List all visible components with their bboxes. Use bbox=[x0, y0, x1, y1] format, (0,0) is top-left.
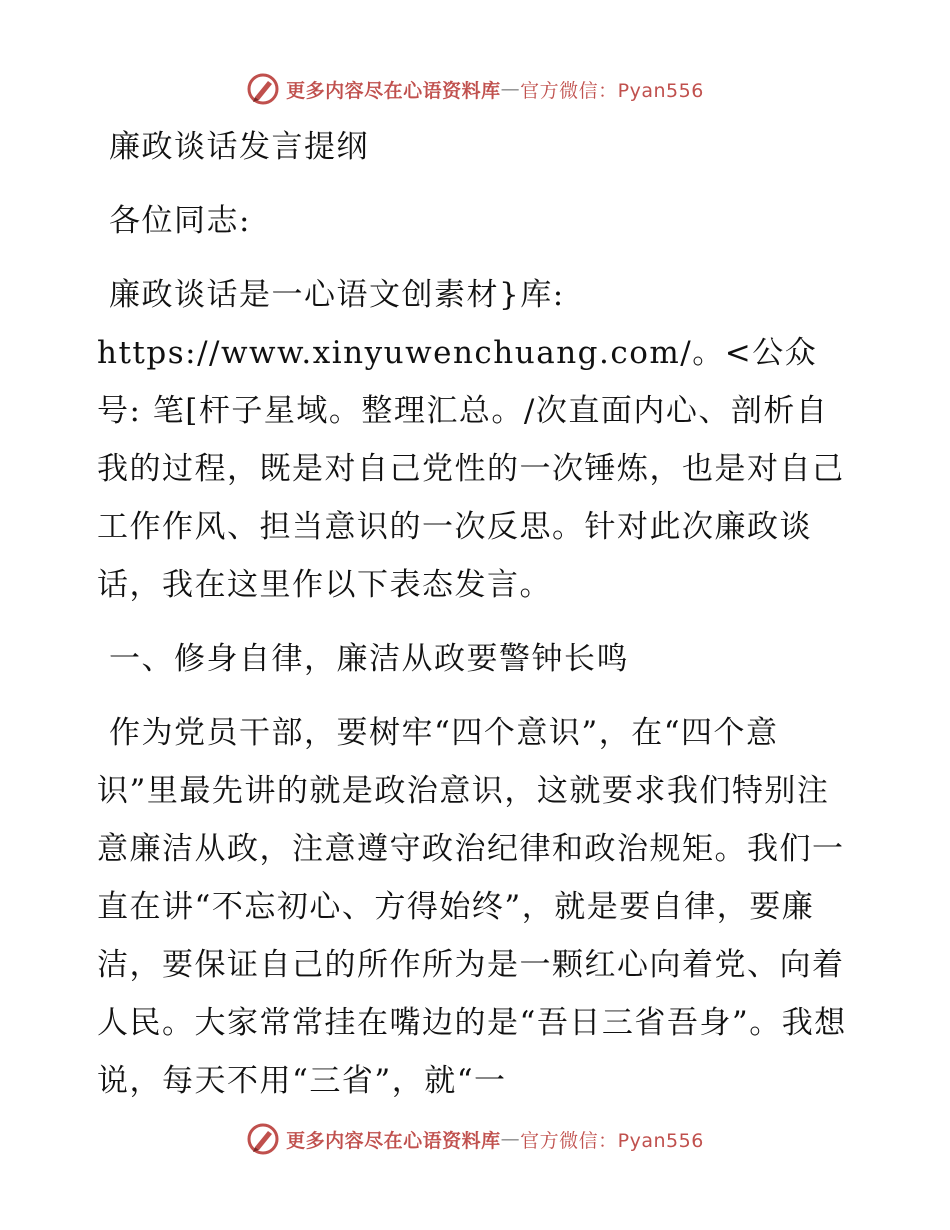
pen-logo-icon bbox=[246, 1122, 280, 1156]
watermark-sub-text: 官方微信：Pyan556 bbox=[520, 1129, 704, 1152]
section-heading-1: 一、修身自律，廉洁从政要警钟长鸣 bbox=[109, 641, 629, 677]
watermark-dash: — bbox=[500, 78, 521, 100]
watermark-main-text: 更多内容尽在心语资料库 bbox=[286, 79, 501, 102]
watermark-footer bbox=[0, 1122, 950, 1156]
watermark-header bbox=[0, 72, 950, 106]
document-body bbox=[97, 118, 857, 1110]
watermark-main-text: 更多内容尽在心语资料库 bbox=[286, 1129, 501, 1152]
paragraph-intro bbox=[97, 266, 857, 614]
document-title: 廉政谈话发言提纲 bbox=[109, 129, 369, 165]
paragraph-section-1 bbox=[97, 704, 857, 1110]
paragraph-intro-text: 廉政谈话是一心语文创素材}库: https://www.xinyuwenchuang.com/。<公众号: 笔[杆子星域。整理汇总。/次直面内心、剖析自我的过程，既是对自己党性的一次锤炼，也是对自己工作作风、担当意识的一次反思。针对此次廉政谈话，我在这里作以下表态发言。 bbox=[97, 277, 845, 603]
pen-logo-icon bbox=[246, 72, 280, 106]
salutation: 各位同志: bbox=[109, 203, 251, 239]
watermark-dash: — bbox=[500, 1128, 521, 1150]
watermark-sub-text: 官方微信：Pyan556 bbox=[520, 79, 704, 102]
paragraph-section-1-text: 作为党员干部，要树牢“四个意识”，在“四个意识”里最先讲的就是政治意识，这就要求我们特别注意廉洁从政，注意遵守政治纪律和政治规矩。我们一直在讲“不忘初心、方得始终”，就是要自律，要廉洁，要保证自己的所作所为是一颗红心向着党、向着人民。大家常常挂在嘴边的是“吾日三省吾身”。我想说，每天不用“三省”，就“一 bbox=[97, 715, 847, 1099]
